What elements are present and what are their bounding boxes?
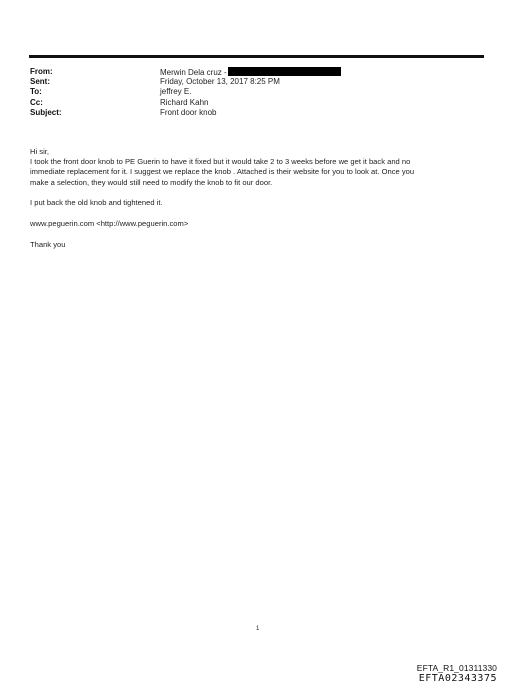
sent-row [30,77,341,87]
cc-row [30,98,341,108]
to-label: To: [30,87,42,97]
sent-label: Sent: [30,77,50,87]
subject-row [30,108,341,118]
from-label: From: [30,67,53,76]
from-value: Merwin Dela cruz - [160,67,341,77]
page-number: 1 [256,626,260,632]
body-line-3: make a selection, they would still need to modify the knob to fit our door. [30,177,273,187]
email-header [30,67,341,118]
to-row [30,87,341,97]
header-divider [29,55,484,58]
sent-value: Friday, October 13, 2017 8:25 PM [160,77,280,87]
paragraph-gap [30,209,470,220]
subject-label: Subject: [30,107,62,117]
redaction-block [228,67,341,76]
from-row [30,67,341,77]
paragraph-gap [30,229,470,240]
closing: Thank you [30,239,66,249]
bates-number-secondary: EFTA02343375 [418,673,497,684]
bates-number-primary: EFTA_R1_01311330 [416,663,497,673]
website-link[interactable]: www.peguerin.com <http://www.peguerin.com> [30,219,189,229]
subject-value: Front door knob [160,107,217,117]
to-value: jeffrey E. [160,87,192,97]
greeting: Hi sir, [30,147,49,156]
body-line-4: I put back the old knob and tightened it. [30,198,163,208]
paragraph-gap [30,188,470,199]
from-sender: Merwin Dela cruz [160,68,222,77]
body-line-2: immediate replacement for it. I suggest we replace the knob . Attached is their website for you to look at. Once you [30,167,415,177]
cc-label: Cc: [30,97,43,107]
email-body [30,147,470,250]
cc-value: Richard Kahn [160,97,209,107]
body-line-1: I took the front door knob to PE Guerin to have it fixed but it would take 2 to 3 weeks before we get it back and no [30,157,411,167]
